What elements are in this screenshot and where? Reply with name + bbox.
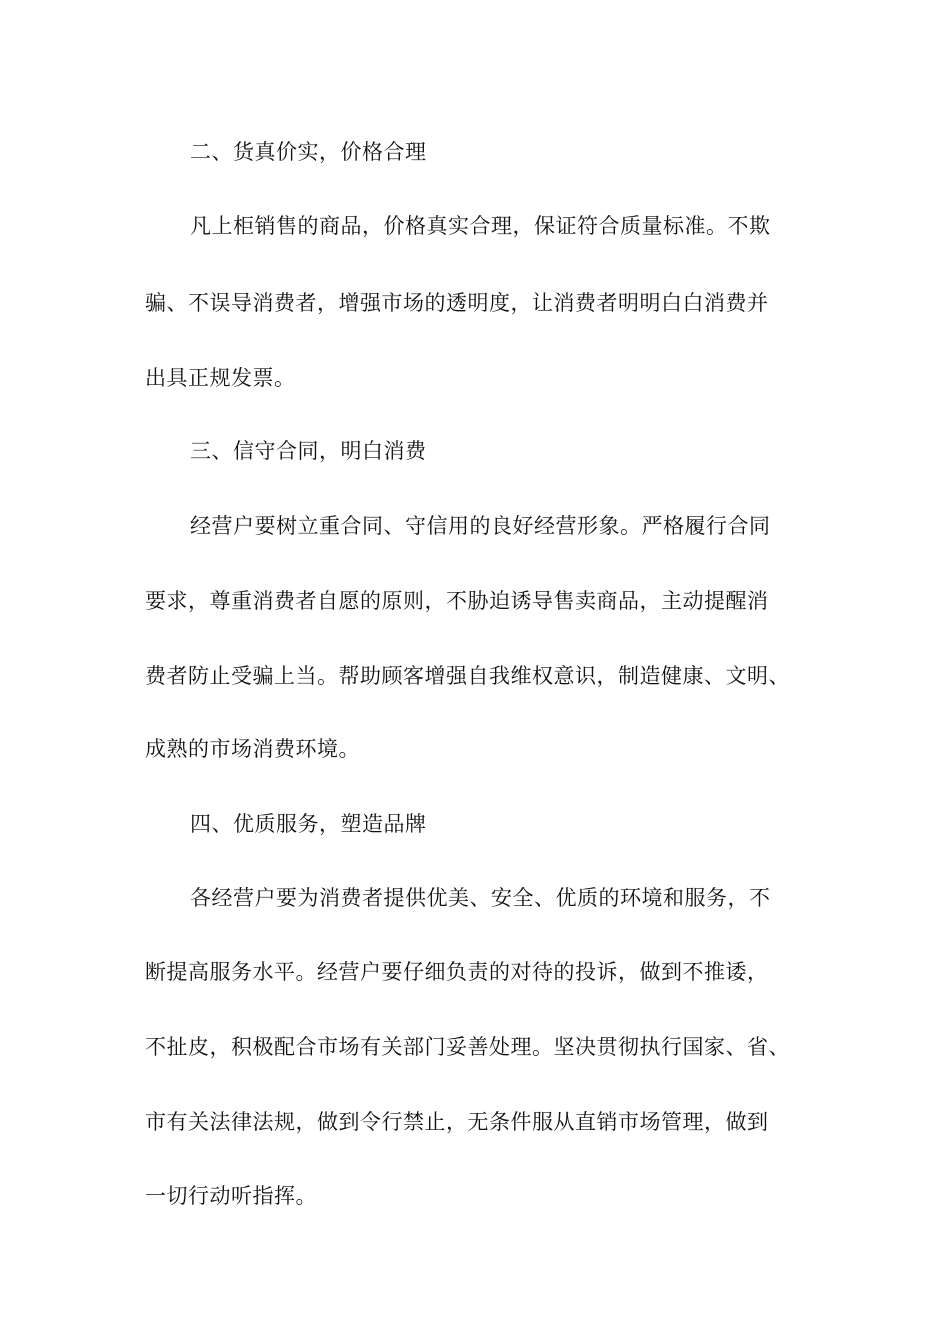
section-heading-3: 三、信守合同，明白消费	[190, 439, 427, 463]
paragraph-line: 成熟的市场消费环境。	[145, 737, 360, 761]
paragraph-line: 要求，尊重消费者自愿的原则，不胁迫诱导售卖商品，主动提醒消	[145, 589, 769, 613]
section-heading-2: 二、货真价实，价格合理	[190, 140, 427, 164]
paragraph-line: 凡上柜销售的商品，价格真实合理，保证符合质量标准。不欺	[190, 214, 771, 238]
section-heading-4: 四、优质服务，塑造品牌	[190, 812, 427, 836]
paragraph-line: 一切行动听指挥。	[145, 1184, 317, 1208]
paragraph-line: 市有关法律法规，做到令行禁止，无条件服从直销市场管理，做到	[145, 1110, 769, 1134]
paragraph-line: 不扯皮，积极配合市场有关部门妥善处理。坚决贯彻执行国家、省、	[145, 1035, 790, 1059]
paragraph-line: 经营户要树立重合同、守信用的良好经营形象。严格履行合同	[190, 514, 771, 538]
paragraph-line: 骗、不误导消费者，增强市场的透明度，让消费者明明白白消费并	[145, 291, 769, 315]
paragraph-line: 出具正规发票。	[145, 366, 296, 390]
paragraph-line: 费者防止受骗上当。帮助顾客增强自我维权意识，制造健康、文明、	[145, 664, 790, 688]
paragraph-line: 断提高服务水平。经营户要仔细负责的对待的投诉，做到不推诿，	[145, 960, 769, 984]
paragraph-line: 各经营户要为消费者提供优美、安全、优质的环境和服务，不	[190, 886, 771, 910]
